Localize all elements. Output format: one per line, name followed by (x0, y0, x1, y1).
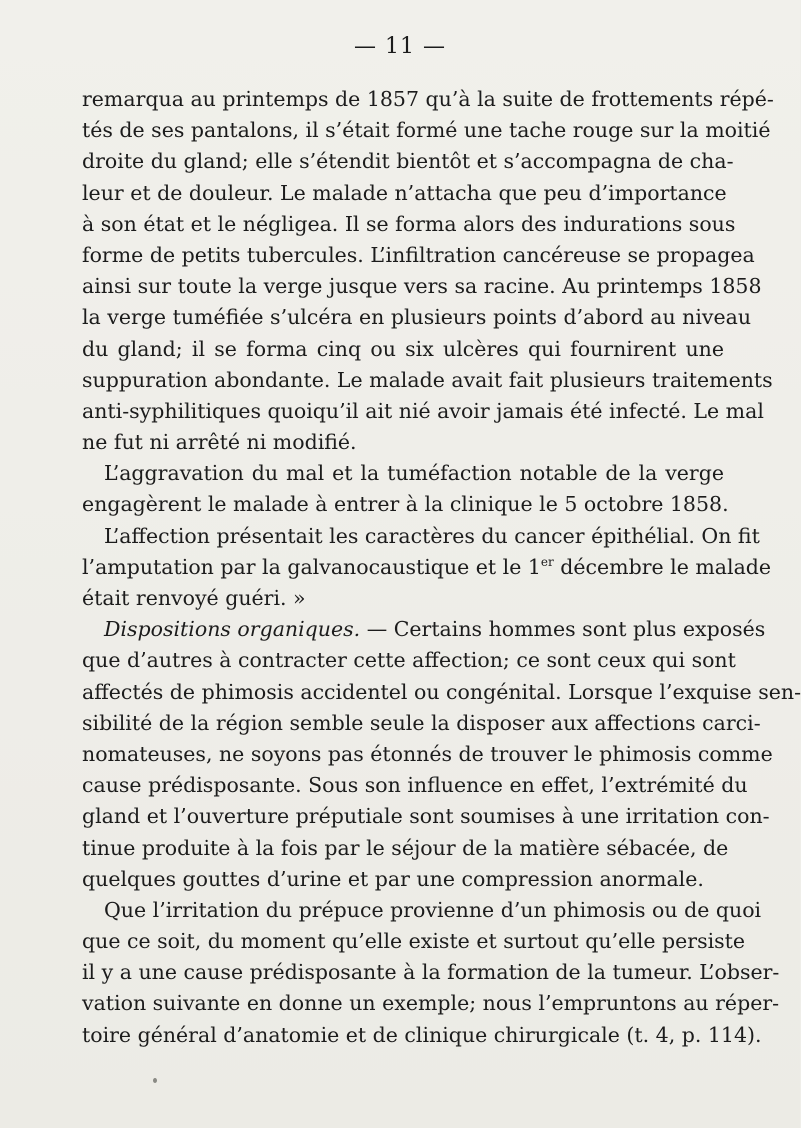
text-line: il y a une cause prédisposante à la formation de la tumeur. L’obser- (82, 960, 780, 985)
ordinal-superscript: er (540, 554, 554, 569)
body-text (82, 84, 801, 1051)
text-line: forme de petits tubercules. L’infiltration cancéreuse se propagea (82, 242, 755, 267)
text-line: gland et l’ouverture préputiale sont soumises à une irritation con- (82, 804, 770, 829)
text-line: cause prédisposante. Sous son influence en effet, l’extrémité du (82, 773, 748, 798)
section-heading: Dispositions organiques. (104, 617, 361, 642)
text-line: L’affection présentait les caractères du cancer épithélial. On fit (104, 523, 760, 548)
text-line: du gland; il se forma cinq ou six ulcères qui fournirent une (82, 336, 724, 361)
text-fragment: l’amputation par la galvanocaustique et le (82, 554, 528, 579)
text-line: toire général d’anatomie et de clinique chirurgicale (t. 4, p. 114). (82, 1022, 762, 1047)
paper-speck (153, 1078, 157, 1083)
text-line: nomateuses, ne soyons pas étonnés de trouver le phimosis comme (82, 741, 773, 766)
text-line: affectés de phimosis accidentel ou congénital. Lorsque l’exquise sen- (82, 679, 801, 704)
text-fragment: — Certains hommes sont plus exposés (360, 617, 766, 642)
text-line: engagèrent le malade à entrer à la clinique le 5 octobre 1858. (82, 492, 729, 517)
text-line: quelques gouttes d’urine et par une compression anormale. (82, 866, 704, 891)
text-line: leur et de douleur. Le malade n’attacha que peu d’importance (82, 180, 727, 205)
text-line: sibilité de la région semble seule la disposer aux affections carci- (82, 710, 761, 735)
page-number: — 11 — (354, 34, 446, 59)
text-line: ne fut ni arrêté ni modifié. (82, 430, 357, 455)
text-line (82, 552, 772, 583)
text-line: était renvoyé guéri. » (82, 586, 306, 610)
text-line: L’aggravation du mal et la tuméfaction notable de la verge (104, 461, 724, 486)
text-line: anti-syphilitiques quoiqu’il ait nié avoir jamais été infecté. Le mal (82, 398, 764, 423)
text-line: tinue produite à la fois par le séjour de la matière sébacée, de (82, 835, 729, 860)
text-line: que d’autres à contracter cette affection; ce sont ceux qui sont (82, 648, 736, 673)
text-line: droite du gland; elle s’étendit bientôt et s’accompagna de cha- (82, 149, 734, 174)
text-line: que ce soit, du moment qu’elle existe et surtout qu’elle persiste (82, 929, 746, 954)
text-line: vation suivante en donne un exemple; nous l’empruntons au réper- (82, 991, 780, 1016)
day-number: 1 (527, 554, 541, 579)
text-line: la verge tuméfiée s’ulcéra en plusieurs points d’abord au niveau (82, 305, 752, 330)
text-line: remarqua au printemps de 1857 qu’à la suite de frottements répé- (82, 87, 774, 111)
text-line: tés de ses pantalons, il s’était formé une tache rouge sur la moitié (82, 118, 771, 143)
text-line: ainsi sur toute la verge jusque vers sa racine. Au printemps 1858 (82, 274, 762, 299)
text-line: suppuration abondante. Le malade avait fait plusieurs traitements (82, 367, 773, 392)
text-line: Que l’irritation du prépuce provienne d’un phimosis ou de quoi (104, 897, 762, 922)
text-line: à son état et le négligea. Il se forma alors des indurations sous (82, 211, 736, 236)
text-fragment: décembre le malade (553, 554, 772, 579)
text-line (82, 614, 766, 645)
